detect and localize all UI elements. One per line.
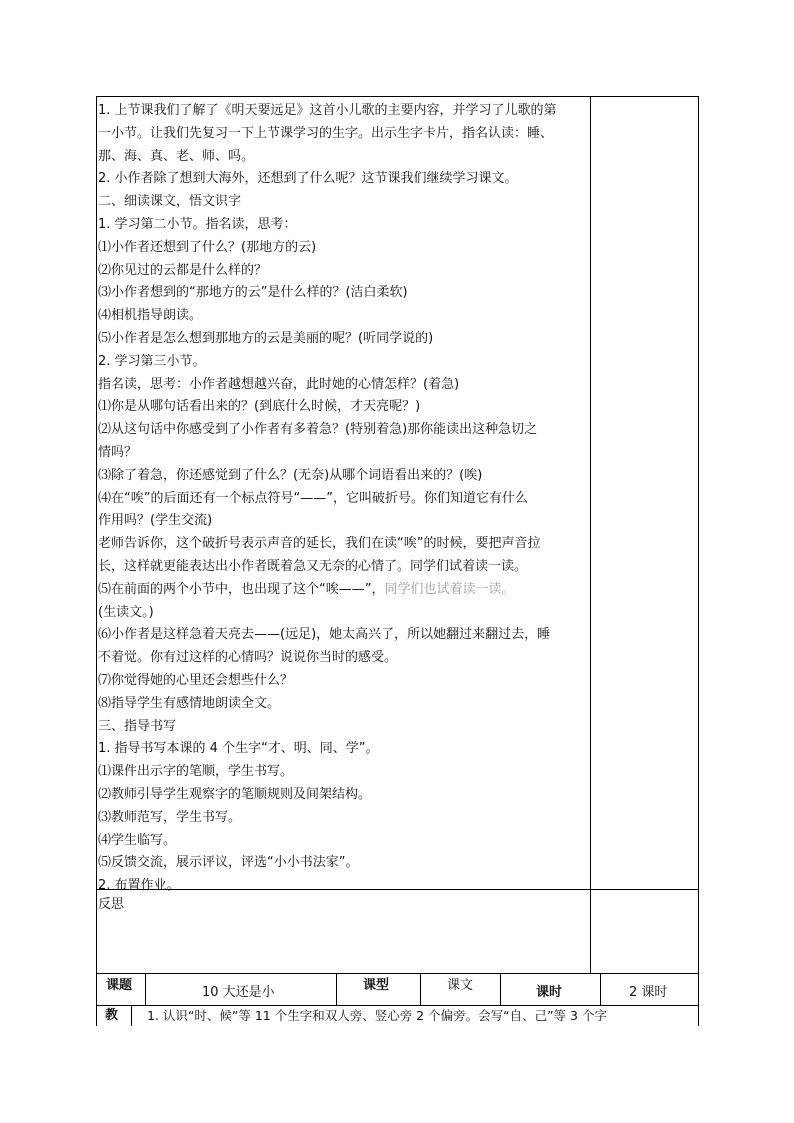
text-line: (生读文。) (98, 604, 154, 620)
text-line: 2. 学习第三小节。 (98, 353, 206, 369)
text-line: 2. 小作者除了想到大海外，还想到了什么呢？这节课我们继续学习课文。 (98, 171, 518, 187)
column-divider (336, 973, 337, 1005)
text-line: 长，这样就更能表达出小作者既着急又无奈的心情了。同学们试着读一读。 (98, 558, 528, 574)
row-divider (96, 1005, 699, 1006)
text-line: ⑵教师引导学生观察字的笔顺规则及间架结构。 (98, 786, 372, 802)
section-heading: 二、细读课文，悟文识字 (98, 194, 242, 210)
text-line: 情吗？ (98, 444, 138, 460)
column-divider (590, 96, 591, 973)
text-line: 一小节。让我们先复习一下上节课学习的生字。出示生字卡片，指名认读：睡、 (98, 125, 554, 141)
text-line: 1. 上节课我们了解了《明天要远足》这首小儿歌的主要内容，并学习了儿歌的第 (98, 103, 557, 118)
text-line: ⑴小作者还想到了什么？(那地方的云) (98, 239, 317, 255)
row-divider (96, 973, 699, 974)
text-line: 1. 指导书写本课的 4 个生字“才、明、同、学”。 (98, 741, 379, 757)
text-line (98, 579, 590, 602)
step-5-grey-text: 同学们也试着读一读。 (384, 581, 515, 597)
hours-value: 2 课时 (629, 985, 668, 1000)
hours-label: 课时 (536, 985, 563, 1000)
text-line: ⑷相机指导朗读。 (98, 308, 203, 324)
text-line: 作用吗？(学生交流) (98, 513, 213, 529)
text-line: ⑺你觉得她的心里还会想些什么？ (98, 672, 294, 688)
text-line: ⑵从这句话中你感受到了小作者有多着急？(特别着急)那你能读出这种急切之 (98, 422, 538, 438)
text-line: ⑸反馈交流，展示评议，评选“小小书法家”。 (98, 855, 359, 871)
text-line: ⑶除了着急，你还感觉到了什么？(无奈)从哪个词语看出来的？(唉) (98, 467, 483, 483)
step-5-text: ⑸在前面的两个小节中，也出现了这个“唉——”， (98, 581, 385, 597)
text-line: ⑵你见过的云都是什么样的？ (98, 262, 268, 278)
goal-text: 1. 认识“时、候”等 11 个生字和双人旁、竖心旁 2 个偏旁。会写“自、己”等 3 个字 (147, 1008, 607, 1023)
text-line: ⑷在“唉”的后面还有一个标点符号“——”，它叫破折号。你们知道它有什么 (98, 490, 528, 506)
text-line: 指名读，思考：小作者越想越兴奋，此时她的心情怎样？(着急) (98, 376, 460, 392)
text-line: 那、海、真、老、师、吗。 (98, 148, 255, 164)
text-line: ⑷学生临写。 (98, 832, 177, 848)
text-line: 2. 布置作业。 (98, 878, 180, 894)
text-line: 不着觉。你有过这样的心情吗？说说你当时的感受。 (98, 650, 398, 666)
type-value: 课文 (447, 978, 474, 993)
column-divider (145, 973, 146, 1005)
column-divider (500, 973, 501, 1005)
text-line: 1. 学习第二小节。指名读，思考： (98, 216, 297, 232)
text-line: ⑸小作者是怎么想到那地方的云是美丽的呢？(听同学说的) (98, 330, 434, 346)
goal-label: 教 (105, 1008, 119, 1023)
text-line: 老师告诉你，这个破折号表示声音的延长，我们在读“唉”的时候，要把声音拉 (98, 536, 541, 552)
text-line: ⑶小作者想到的“那地方的云”是什么样的？(洁白柔软) (98, 285, 408, 301)
text-line: ⑶教师范写，学生书写。 (98, 809, 242, 825)
topic-label: 课题 (106, 978, 133, 993)
column-divider (420, 973, 421, 1005)
reflection-label: 反思 (98, 897, 125, 912)
column-divider (131, 1005, 132, 1026)
section-heading: 三、指导书写 (98, 718, 177, 734)
topic-value: 10 大还是小 (202, 985, 275, 1000)
lesson-procedure (98, 100, 590, 898)
text-line: ⑴课件出示字的笔顺，学生书写。 (98, 764, 294, 780)
text-line: ⑻指导学生有感情地朗读全文。 (98, 695, 281, 711)
text-line: ⑹小作者是这样急着天亮去——(远足)，她太高兴了，所以她翻过来翻过去，睡 (98, 627, 551, 643)
type-label: 课型 (363, 978, 390, 993)
column-divider (600, 973, 601, 1005)
text-line: ⑴你是从哪句话看出来的？(到底什么时候，才天亮呢？) (98, 399, 421, 415)
